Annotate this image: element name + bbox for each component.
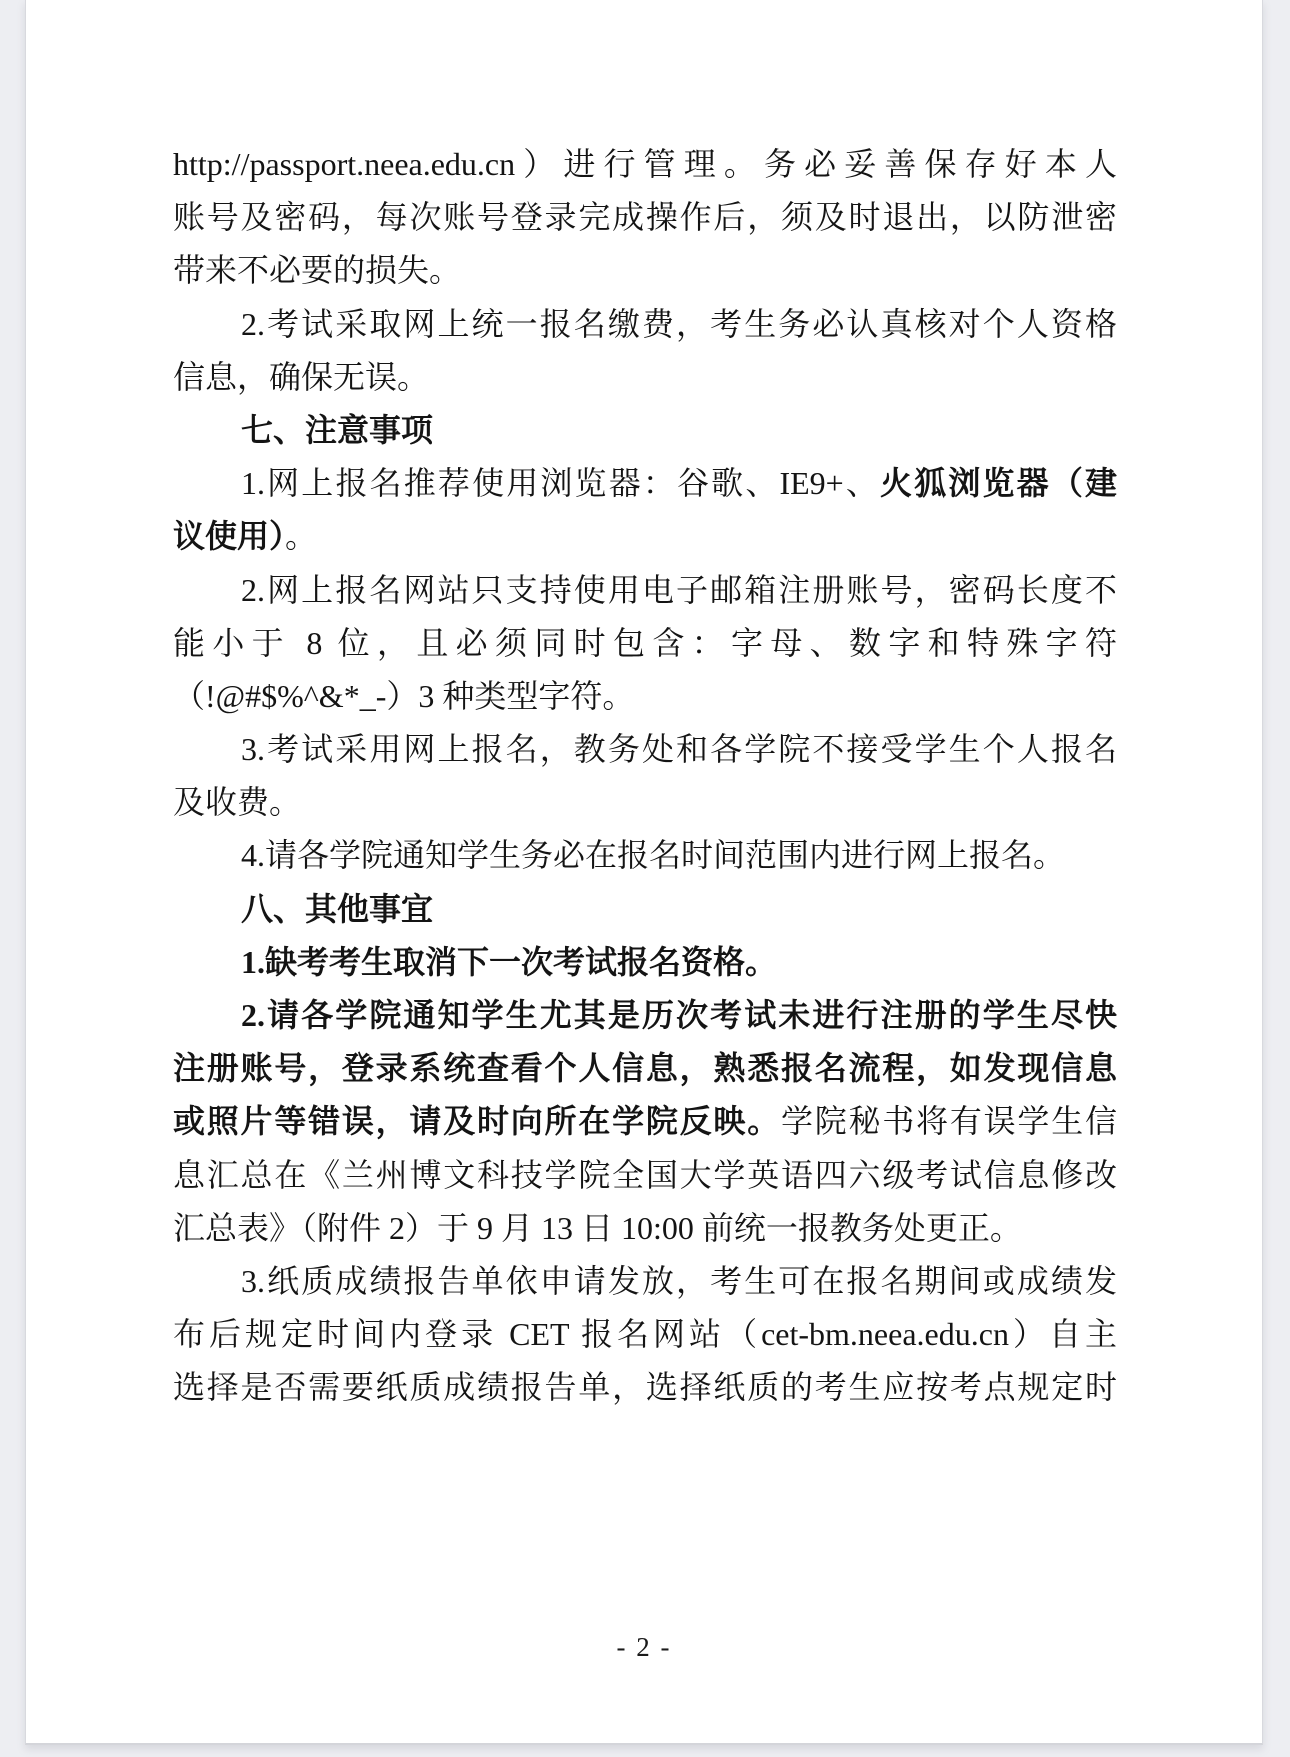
text-segment: 布后规定时间内登录 CET 报名网站（cet-bm.neea.edu.cn）自主 [173,1316,1117,1353]
text-segment: 学院秘书将有误学生信 [780,1103,1117,1140]
text-line [173,138,1117,191]
text-segment: 。 [285,518,318,555]
text-segment: 账号及密码，每次账号登录完成操作后，须及时退出，以防泄密 [173,199,1117,236]
text-line [173,298,1117,351]
text-segment: 信息，确保无误。 [173,358,430,395]
text-line [173,670,1117,723]
text-segment: 3.纸质成绩报告单依申请发放，考生可在报名期间或成绩发 [241,1262,1117,1299]
text-segment: 1.网上报名推荐使用浏览器：谷歌、IE9+、 [241,465,881,502]
text-line [173,244,1117,297]
text-line [173,457,1117,510]
text-segment: 汇总表》（附件 2）于 9 月 13 日 10:00 前统一报教务处更正。 [173,1209,1022,1246]
text-segment: 注册账号，登录系统查看个人信息，熟悉报名流程，如发现信息 [173,1050,1117,1087]
text-line [173,351,1117,404]
text-line [173,723,1117,776]
text-segment: （!@#$%^&*_-）3 种类型字符。 [173,677,635,714]
text-segment: 及收费。 [173,784,302,821]
text-line [173,883,1117,936]
text-line [173,564,1117,617]
text-segment: 2.请各学院通知学生尤其是历次考试未进行注册的学生尽快 [241,997,1117,1033]
text-segment: 能小于 8 位，且必须同时包含：字母、数字和特殊字符 [173,624,1117,661]
document-body [173,138,1117,1415]
text-line [173,776,1117,829]
text-line [173,191,1117,244]
text-segment: 2.网上报名网站只支持使用电子邮箱注册账号，密码长度不 [241,571,1117,608]
text-line [173,829,1117,882]
text-segment: 1.缺考考生取消下一次考试报名资格。 [241,943,778,980]
text-line [173,404,1117,457]
text-segment: http://passport.neea.edu.cn）进行管理。务必妥善保存好本人 [173,146,1117,182]
text-segment: 4.请各学院通知学生务必在报名时间范围内进行网上报名。 [241,837,1066,874]
document-page [25,0,1263,1745]
text-line [173,510,1117,563]
text-segment: 2.考试采取网上统一报名缴费，考生务必认真核对个人资格 [241,305,1117,342]
text-segment: 带来不必要的损失。 [173,252,462,289]
page-number: - 2 - [616,1632,672,1662]
text-segment: 七、注意事项 [241,411,434,448]
text-line [173,1308,1117,1361]
text-segment: 3.考试采用网上报名，教务处和各学院不接受学生个人报名 [241,731,1117,768]
text-line [173,617,1117,670]
text-segment: 选择是否需要纸质成绩报告单，选择纸质的考生应按考点规定时 [173,1369,1117,1406]
text-segment: 息汇总在《兰州博文科技学院全国大学英语四六级考试信息修改 [173,1156,1117,1193]
text-line [173,1255,1117,1308]
text-segment: 议使用） [173,518,286,555]
text-line [173,936,1117,989]
text-line [173,1202,1117,1255]
text-line [173,989,1117,1042]
text-line [173,1149,1117,1202]
text-segment: 火狐浏览器（建 [880,465,1117,502]
text-segment: 或照片等错误，请及时向所在学院反映。 [173,1103,781,1140]
text-segment: 八、其他事宜 [241,890,434,927]
text-line [173,1095,1117,1148]
text-line [173,1361,1117,1414]
text-line [173,1042,1117,1095]
